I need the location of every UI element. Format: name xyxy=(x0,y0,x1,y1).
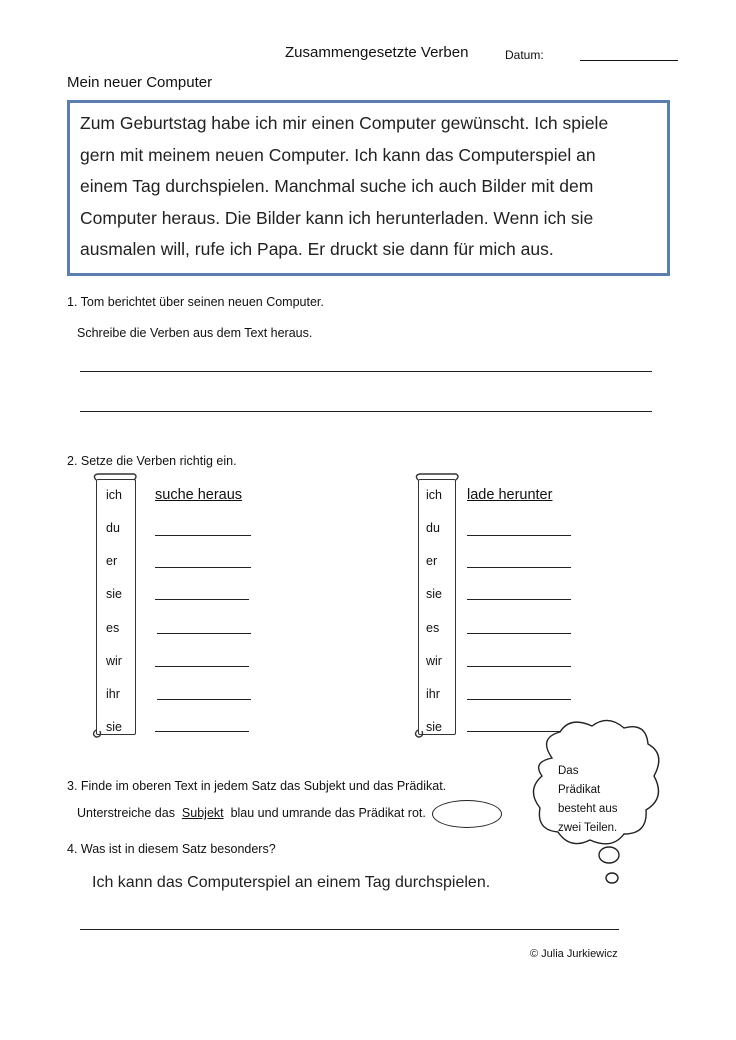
subtitle: Mein neuer Computer xyxy=(67,74,213,91)
left-answer-line[interactable] xyxy=(155,535,251,536)
left-answer-line[interactable] xyxy=(155,567,251,568)
pronoun: du xyxy=(106,521,120,535)
pronoun: ich xyxy=(106,488,122,502)
reading-passage xyxy=(80,108,665,266)
subjekt-word: Subjekt xyxy=(181,806,224,820)
task2-instruction: 2. Setze die Verben richtig ein. xyxy=(67,454,237,468)
right-answer-line[interactable] xyxy=(467,666,571,667)
right-answer-line[interactable] xyxy=(467,633,571,634)
task3-instruction: 3. Finde im oberen Text in jedem Satz das Subjekt und das Prädikat. xyxy=(67,779,447,793)
pronoun: er xyxy=(106,554,118,568)
task3-text-part1: Unterstreiche das xyxy=(77,806,175,820)
date-write-line[interactable] xyxy=(580,60,678,61)
example-sentence: Ich kann das Computerspiel an einem Tag durchspielen. xyxy=(92,874,491,891)
pronoun: du xyxy=(426,521,440,535)
left-answer-line[interactable] xyxy=(155,731,249,732)
worksheet-title: Zusammengesetzte Verben xyxy=(285,44,469,61)
task1-instruction: 1. Tom berichtet über seinen neuen Computer. xyxy=(67,295,324,309)
thought-bubble-text xyxy=(558,762,636,838)
task4-instruction: 4. Was ist in diesem Satz besonders? xyxy=(67,842,276,856)
bubble-line: Das xyxy=(558,765,579,777)
pronoun: wir xyxy=(426,654,442,668)
pronoun: sie xyxy=(106,587,122,601)
bubble-line: besteht aus xyxy=(558,803,618,815)
encircle-oval xyxy=(432,800,502,828)
pronoun-clipped: sie xyxy=(426,720,442,732)
scroll-curl-right xyxy=(410,472,465,742)
pronoun: sie xyxy=(426,587,442,601)
pronoun: ihr xyxy=(106,687,120,701)
answer-line[interactable] xyxy=(80,371,652,372)
pronoun: ihr xyxy=(426,687,440,701)
left-verb-heading: suche heraus xyxy=(155,487,243,503)
left-answer-line[interactable] xyxy=(157,633,251,634)
answer-line[interactable] xyxy=(80,929,619,930)
right-answer-line[interactable] xyxy=(467,567,571,568)
copyright: © Julia Jurkiewicz xyxy=(530,948,618,960)
pronoun: wir xyxy=(106,654,122,668)
pronoun-clipped: sie xyxy=(106,720,122,732)
task3-subinstruction xyxy=(77,806,426,820)
pronoun: ich xyxy=(426,488,442,502)
pronoun: er xyxy=(426,554,438,568)
date-label: Datum: xyxy=(505,48,544,62)
bubble-line: zwei Teilen. xyxy=(558,822,618,834)
right-verb-heading: lade herunter xyxy=(467,487,553,503)
rot-word: rot. xyxy=(407,806,426,820)
passage-line: gern mit meinem neuen Computer. Ich kann das Computerspiel an xyxy=(80,144,596,165)
task1-subinstruction: Schreibe die Verben aus dem Text heraus. xyxy=(77,326,313,340)
answer-line[interactable] xyxy=(80,411,652,412)
right-answer-line[interactable] xyxy=(467,535,571,536)
passage-line: Computer heraus. Die Bilder kann ich herunterladen. Wenn ich sie xyxy=(80,207,594,228)
pronoun: es xyxy=(106,621,120,635)
left-answer-line[interactable] xyxy=(157,699,251,700)
passage-line: ausmalen will, rufe ich Papa. Er druckt sie dann für mich aus. xyxy=(80,239,554,260)
task3-text-part2: blau und umrande das Prädikat xyxy=(230,806,405,820)
scroll-curl-left xyxy=(88,472,143,742)
passage-line: Zum Geburtstag habe ich mir einen Computer gewünscht. Ich spiele xyxy=(80,113,609,133)
left-answer-line[interactable] xyxy=(155,599,249,600)
bubble-line: Prädikat xyxy=(558,784,601,796)
right-answer-line[interactable] xyxy=(467,599,571,600)
pronoun: es xyxy=(426,621,440,635)
passage-line: einem Tag durchspielen. Manchmal suche ich auch Bilder mit dem xyxy=(80,176,594,197)
right-answer-line[interactable] xyxy=(467,699,571,700)
left-answer-line[interactable] xyxy=(155,666,249,667)
